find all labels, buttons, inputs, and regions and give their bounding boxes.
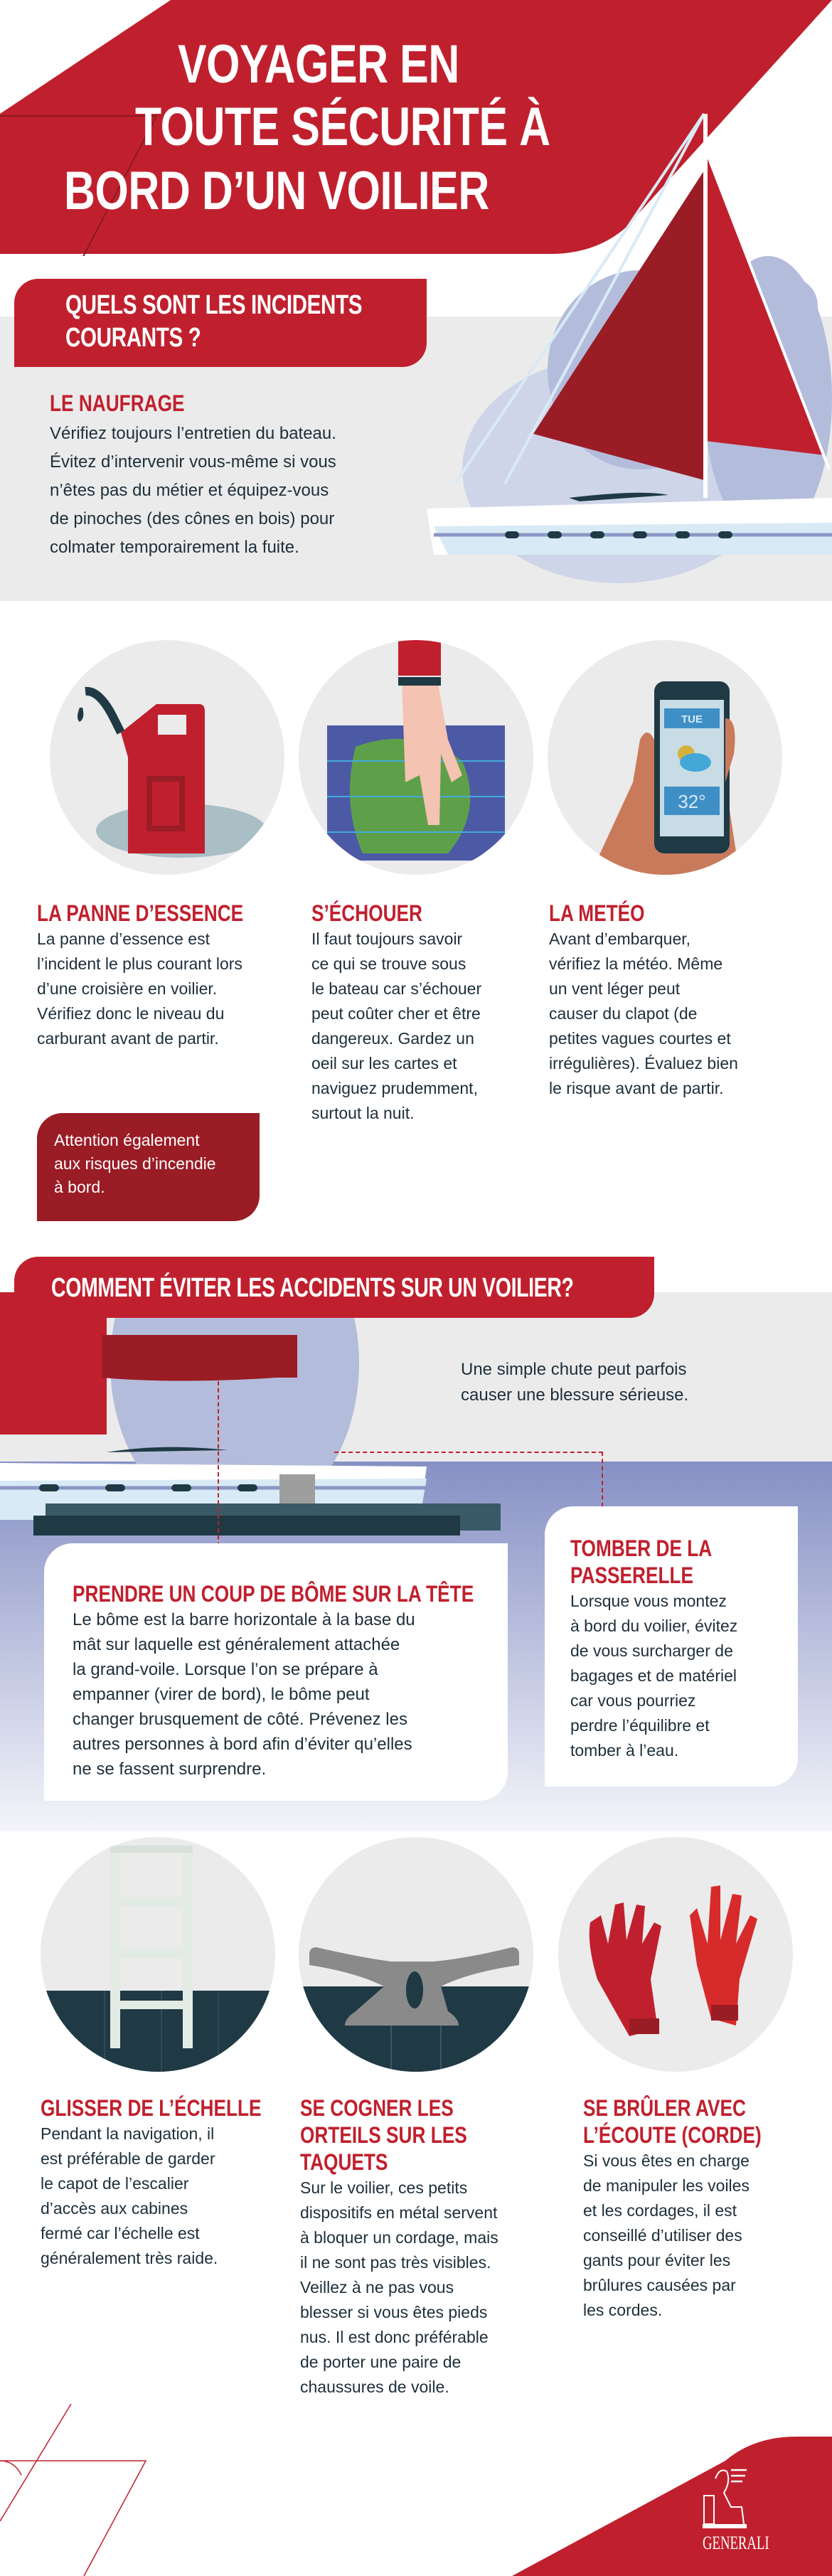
text-line: chaussures de voile. [300, 2378, 449, 2396]
text-line: l’incident le plus courant lors [37, 954, 242, 973]
accident-title: GLISSER DE L’ÉCHELLE [41, 2095, 262, 2121]
text-line: conseillé d’utiliser des [583, 2226, 742, 2245]
text-line: surtout la nuit. [311, 1104, 415, 1122]
naufrage-title: LE NAUFRAGE [50, 390, 185, 416]
accident-ecoute [583, 2095, 818, 2323]
incident-meteo [549, 900, 805, 1101]
lion-icon [703, 2464, 788, 2533]
accident-title-1: SE BRÛLER AVEC [583, 2095, 746, 2121]
dock-platform-base [33, 1516, 460, 1536]
weather-phone-icon [548, 640, 782, 875]
text-line: brûlures causées par [583, 2276, 736, 2294]
map-hand-icon [299, 640, 533, 875]
phone-temp: 32° [678, 791, 706, 812]
connector-bome [218, 1381, 219, 1568]
text-line: vérifiez la météo. Même [549, 954, 723, 973]
text-line: causer du clapot (de [549, 1004, 698, 1023]
title-line-1: VOYAGER EN [178, 34, 459, 95]
text-line: d’une croisière en voilier. [37, 979, 218, 998]
bome-card [44, 1543, 508, 1801]
text-line: La panne d’essence est [37, 930, 210, 948]
accident-title-3: TAQUETS [300, 2149, 388, 2175]
text-line: mât sur laquelle est généralement attachée [73, 1635, 400, 1654]
text-line: blesser si vous êtes pieds [300, 2303, 488, 2321]
text-line: tomber à l’eau. [570, 1741, 679, 1760]
section2-heading-box [14, 1257, 654, 1318]
accident-title-2: L’ÉCOUTE (CORDE) [583, 2122, 762, 2148]
connector-passerelle-v [602, 1452, 603, 1514]
naufrage-text [50, 420, 391, 562]
text-line: car vous pourriez [570, 1691, 696, 1710]
text-line: d’accès aux cabines [41, 2199, 188, 2218]
accident-text [300, 2176, 556, 2400]
text-line: de vous surcharger de [570, 1641, 733, 1660]
fall-note [461, 1357, 745, 1408]
text-line: Sur le voilier, ces petits [300, 2178, 468, 2197]
text-line: Vérifiez donc le niveau du [37, 1004, 225, 1023]
text-line: Il faut toujours savoir [311, 930, 463, 948]
text-line: les cordes. [583, 2301, 663, 2319]
text-line: colmater temporairement la fuite. [50, 538, 299, 557]
text-line: causer une blessure sérieuse. [461, 1385, 689, 1405]
passerelle-title-2: PASSERELLE [570, 1563, 694, 1588]
accident-title-2: ORTEILS SUR LES [300, 2122, 467, 2148]
text-line: fermé car l’échelle est [41, 2224, 200, 2242]
text-line: Le bôme est la barre horizontale à la base du [73, 1610, 415, 1629]
phone-day: TUE [681, 713, 703, 725]
bome-title: PRENDRE UN COUP DE BÔME SUR LA TÊTE [73, 1581, 474, 1607]
text-line: de pinoches (des cônes en bois) pour [50, 509, 335, 528]
text-line: Attention également [54, 1131, 200, 1149]
text-line: un vent léger peut [549, 979, 681, 998]
section1-heading-line-2: COURANTS ? [65, 323, 201, 353]
text-line: Une simple chute peut parfois [461, 1360, 687, 1379]
incident-text [311, 927, 539, 1126]
incident-title: LA METÉO [549, 900, 645, 926]
passerelle-card [545, 1506, 798, 1787]
text-line: autres personnes à bord afin d’éviter qu’elles [73, 1735, 412, 1754]
ladder-icon [41, 1837, 275, 2072]
incident-text [549, 927, 805, 1101]
text-line: à bord. [54, 1178, 105, 1196]
text-line: Vérifiez toujours l’entretien du bateau. [50, 424, 336, 443]
text-line: irrégulières). Évaluez bien [549, 1054, 738, 1073]
text-line: n’êtes pas du métier et équipez-vous [50, 481, 329, 500]
text-line: le capot de l’escalier [41, 2174, 189, 2193]
text-line: dangereux. Gardez un [311, 1029, 474, 1048]
naufrage-block [50, 390, 391, 562]
text-line: ne se fassent surprendre. [73, 1760, 267, 1779]
text-line: de manipuler les voiles [583, 2176, 750, 2195]
text-line: Lorsque vous montez [570, 1592, 727, 1610]
fuel-can-icon [50, 640, 284, 875]
incident-echouer [311, 900, 539, 1126]
text-line: carburant avant de partir. [37, 1029, 219, 1048]
section1-heading-box [14, 279, 427, 367]
footer-decor-lines [0, 2404, 427, 2576]
text-line: le risque avant de partir. [549, 1079, 724, 1097]
text-line: est préférable de garder [41, 2149, 215, 2168]
text-line: aux risques d’incendie [54, 1154, 216, 1173]
text-line: le bateau car s’échouer [311, 979, 482, 998]
incident-title: LA PANNE D’ESSENCE [37, 900, 244, 926]
connector-passerelle-h [334, 1452, 603, 1453]
title-line-3: BORD D’UN VOILIER [64, 161, 489, 221]
text-line: la grand-voile. Lorsque l’on se prépare à [73, 1660, 378, 1679]
incident-title: S’ÉCHOUER [311, 900, 423, 926]
bome-text [73, 1607, 508, 1782]
text-line: oeil sur les cartes et [311, 1054, 457, 1073]
accident-taquets [300, 2095, 556, 2400]
text-line: Avant d’embarquer, [549, 930, 691, 948]
incident-panne-essence [37, 900, 279, 1051]
text-line: empanner (virer de bord), le bôme peut [73, 1685, 370, 1704]
passerelle-text [570, 1589, 798, 1763]
text-line: il ne sont pas très visibles. [300, 2253, 491, 2272]
text-line: dispositifs en métal servent [300, 2203, 498, 2222]
passerelle-title-1: TOMBER DE LA [570, 1536, 713, 1561]
text-line: généralement très raide. [41, 2249, 218, 2267]
text-line: changer brusquement de côté. Prévenez les [73, 1710, 407, 1729]
text-line: Évitez d’intervenir vous-même si vous [50, 452, 336, 472]
text-line: Pendant la navigation, il [41, 2124, 215, 2143]
text-line: à bord du voilier, évitez [570, 1617, 738, 1635]
text-line: et les cordages, il est [583, 2201, 737, 2220]
text-line: petites vagues courtes et [549, 1029, 731, 1048]
fire-warning-note [37, 1113, 260, 1221]
text-line: Veillez à ne pas vous [300, 2278, 454, 2296]
text-line: gants pour éviter les [583, 2251, 731, 2269]
text-line: de porter une paire de [300, 2353, 462, 2371]
accident-title-1: SE COGNER LES [300, 2095, 454, 2121]
text-line: à bloquer un cordage, mais [300, 2228, 498, 2247]
text-line: bagages et de matériel [570, 1666, 737, 1685]
gloves-icon [558, 1837, 793, 2072]
accident-text [41, 2122, 282, 2271]
dock-boat-illustration [0, 1292, 498, 1527]
text-line: perdre l’équilibre et [570, 1716, 710, 1735]
text-line: naviguez prudemment, [311, 1079, 478, 1097]
sailboat-illustration [427, 100, 832, 626]
text-line: Si vous êtes en charge [583, 2151, 750, 2170]
text-line: peut coûter cher et être [311, 1004, 481, 1023]
text-line: ce qui se trouve sous [311, 954, 466, 973]
section1-heading-line-1: QUELS SONT LES INCIDENTS [65, 290, 363, 320]
generali-logo [703, 2464, 788, 2564]
text-line: nus. Il est donc préférable [300, 2328, 489, 2346]
generali-logo-text: GENERALI [703, 2533, 769, 2553]
title-line-2: TOUTE SÉCURITÉ À [135, 97, 550, 157]
incident-text [37, 927, 279, 1051]
fire-warning-text [54, 1129, 260, 1199]
section2-heading: COMMENT ÉVITER LES ACCIDENTS SUR UN VOILIER? [51, 1273, 574, 1303]
cleat-icon [299, 1837, 533, 2072]
accident-echelle [41, 2095, 282, 2271]
accident-text [583, 2149, 818, 2323]
